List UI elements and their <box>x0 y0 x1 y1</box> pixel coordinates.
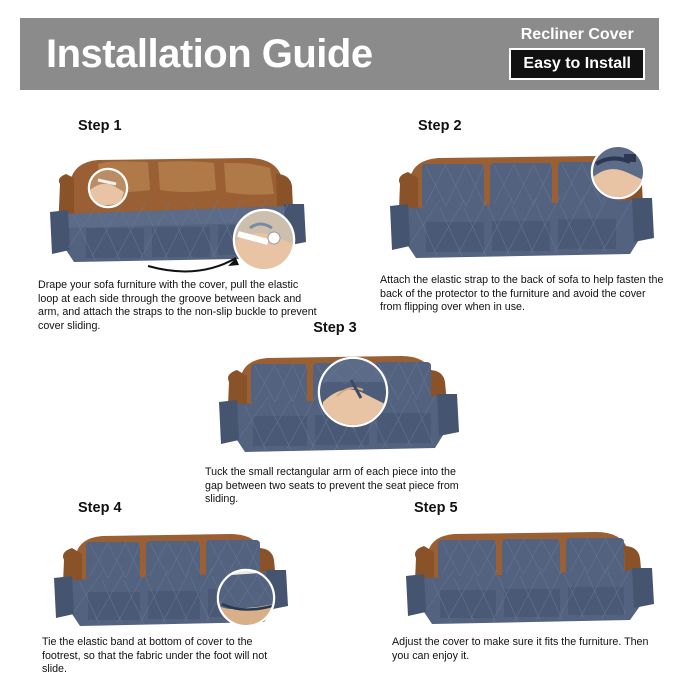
step-3-title: Step 3 <box>313 320 357 336</box>
status-badge: Easy to Install <box>509 48 645 80</box>
step-5-title: Step 5 <box>414 500 458 516</box>
step-2-title: Step 2 <box>418 118 462 134</box>
step-4-title: Step 4 <box>78 500 122 516</box>
step-1-caption: Drape your sofa furniture with the cover, pull the elastic loop at each side through the groove between back and arm, and attach the straps to the non-slip buckle to prevent cover sliding. <box>38 279 317 333</box>
step-1-title: Step 1 <box>78 118 122 134</box>
step-2-caption: Attach the elastic strap to the back of sofa to help fasten the back of the protector to the furniture and avoid the cover from flipping over when in use. <box>380 274 664 314</box>
step-3 <box>205 320 465 507</box>
header-banner <box>20 18 659 90</box>
step-2 <box>380 118 665 315</box>
step-5-caption: Adjust the cover to make sure it fits the furniture. Then you can enjoy it. <box>392 636 649 662</box>
header-right-group <box>509 26 645 82</box>
step-2-illustration <box>380 138 665 268</box>
step-4-caption: Tie the elastic band at bottom of cover to the footrest, so that the fabric under the foot will not slide. <box>42 636 268 676</box>
product-name: Recliner Cover <box>520 26 634 44</box>
page-title: Installation Guide <box>46 32 373 76</box>
step-3-caption: Tuck the small rectangular arm of each piece into the gap between two seats to prevent the seat piece from sliding. <box>205 466 459 506</box>
step-3-illustration <box>205 340 465 460</box>
step-1-illustration <box>38 138 318 273</box>
step-5-illustration <box>392 520 662 630</box>
step-5 <box>392 500 662 663</box>
step-1 <box>38 118 318 334</box>
step-4 <box>42 500 292 677</box>
step-4-illustration <box>42 520 292 630</box>
